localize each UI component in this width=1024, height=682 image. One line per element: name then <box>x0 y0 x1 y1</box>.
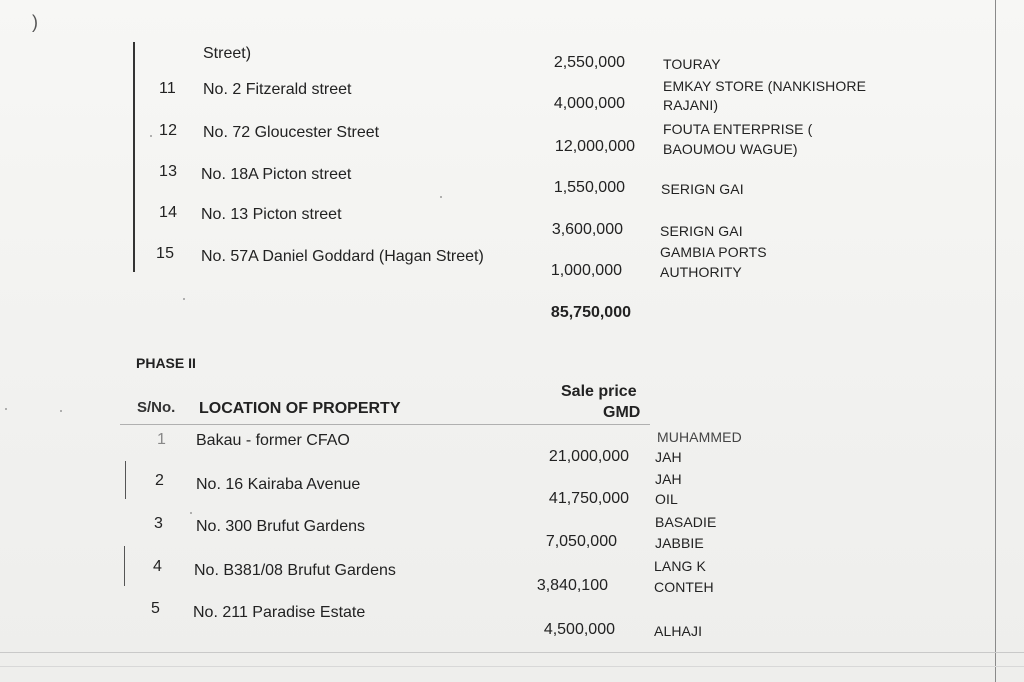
scan-speck <box>190 512 192 514</box>
margin-tick <box>124 546 125 586</box>
page-fold-line <box>0 652 1024 653</box>
scan-speck <box>60 410 62 412</box>
phase2-title: PHASE II <box>136 355 196 371</box>
row-amount: 41,750,000 <box>548 490 629 507</box>
scan-speck <box>5 408 7 410</box>
row-location: No. B381/08 Brufut Gardens <box>194 562 396 579</box>
scan-speck <box>183 298 185 300</box>
row-buyer: MUHAMMED <box>657 429 742 445</box>
row-buyer: LANG K <box>654 558 706 574</box>
row-buyer: EMKAY STORE (NANKISHORE <box>663 78 867 94</box>
row-amount: 3,840,100 <box>536 577 608 594</box>
row-number: 13 <box>159 163 178 180</box>
row-amount: 1,000,000 <box>550 262 622 279</box>
row-number: 1 <box>157 431 167 448</box>
row-amount: 2,550,000 <box>553 54 625 71</box>
row-number: 11 <box>159 80 177 97</box>
phase1-total: 85,750,000 <box>550 304 631 321</box>
row-amount: 7,050,000 <box>545 533 617 550</box>
row-amount: 12,000,000 <box>554 138 635 155</box>
row-location: No. 16 Kairaba Avenue <box>196 476 361 493</box>
row-amount: 1,550,000 <box>553 179 625 196</box>
row-buyer: GAMBIA PORTS <box>660 244 767 260</box>
margin-mark: ) <box>32 12 38 32</box>
row-buyer: JAH <box>655 449 682 465</box>
page-bottom-edge <box>0 666 1024 667</box>
row-location: No. 72 Gloucester Street <box>203 124 380 141</box>
table-left-border <box>133 42 135 272</box>
header-sno: S/No. <box>137 399 176 416</box>
row-location: No. 13 Picton street <box>201 206 342 223</box>
page-right-edge <box>995 0 996 682</box>
row-location: No. 18A Picton street <box>201 166 352 183</box>
row-buyer: JABBIE <box>655 535 704 551</box>
row-buyer: BAOUMOU WAGUE) <box>663 141 798 157</box>
row-buyer: AUTHORITY <box>660 264 742 280</box>
row-location: Street) <box>203 45 252 62</box>
row-location: No. 57A Daniel Goddard (Hagan Street) <box>201 248 484 265</box>
row-buyer: OIL <box>655 491 678 507</box>
row-buyer: ALHAJI <box>654 623 703 639</box>
row-amount: 3,600,000 <box>551 221 623 238</box>
row-location: No. 300 Brufut Gardens <box>196 518 365 535</box>
row-location: No. 2 Fitzerald street <box>203 81 352 98</box>
header-underline <box>120 424 650 425</box>
row-buyer: CONTEH <box>654 579 714 595</box>
header-price-line2: GMD <box>603 404 641 421</box>
row-buyer: SERIGN GAI <box>661 181 744 197</box>
row-number: 5 <box>151 600 161 617</box>
row-buyer: SERIGN GAI <box>660 223 743 239</box>
row-number: 12 <box>159 122 178 139</box>
scan-speck <box>440 196 442 198</box>
row-number: 15 <box>156 245 175 262</box>
row-buyer: FOUTA ENTERPRISE ( <box>663 121 813 137</box>
header-location: LOCATION OF PROPERTY <box>199 400 401 417</box>
row-buyer: JAH <box>655 471 682 487</box>
row-amount: 21,000,000 <box>548 448 629 465</box>
row-buyer: BASADIE <box>655 514 717 530</box>
row-location: No. 211 Paradise Estate <box>193 604 366 621</box>
row-location: Bakau - former CFAO <box>196 432 350 449</box>
row-number: 4 <box>153 558 163 575</box>
row-buyer: RAJANI) <box>663 97 719 113</box>
row-number: 2 <box>155 472 165 489</box>
scan-speck <box>150 135 152 137</box>
row-number: 14 <box>159 204 178 221</box>
margin-tick <box>125 461 126 499</box>
row-buyer: TOURAY <box>663 56 721 72</box>
row-number: 3 <box>154 515 164 532</box>
header-price-line1: Sale price <box>561 383 637 400</box>
row-amount: 4,000,000 <box>553 95 625 112</box>
row-amount: 4,500,000 <box>543 621 615 638</box>
